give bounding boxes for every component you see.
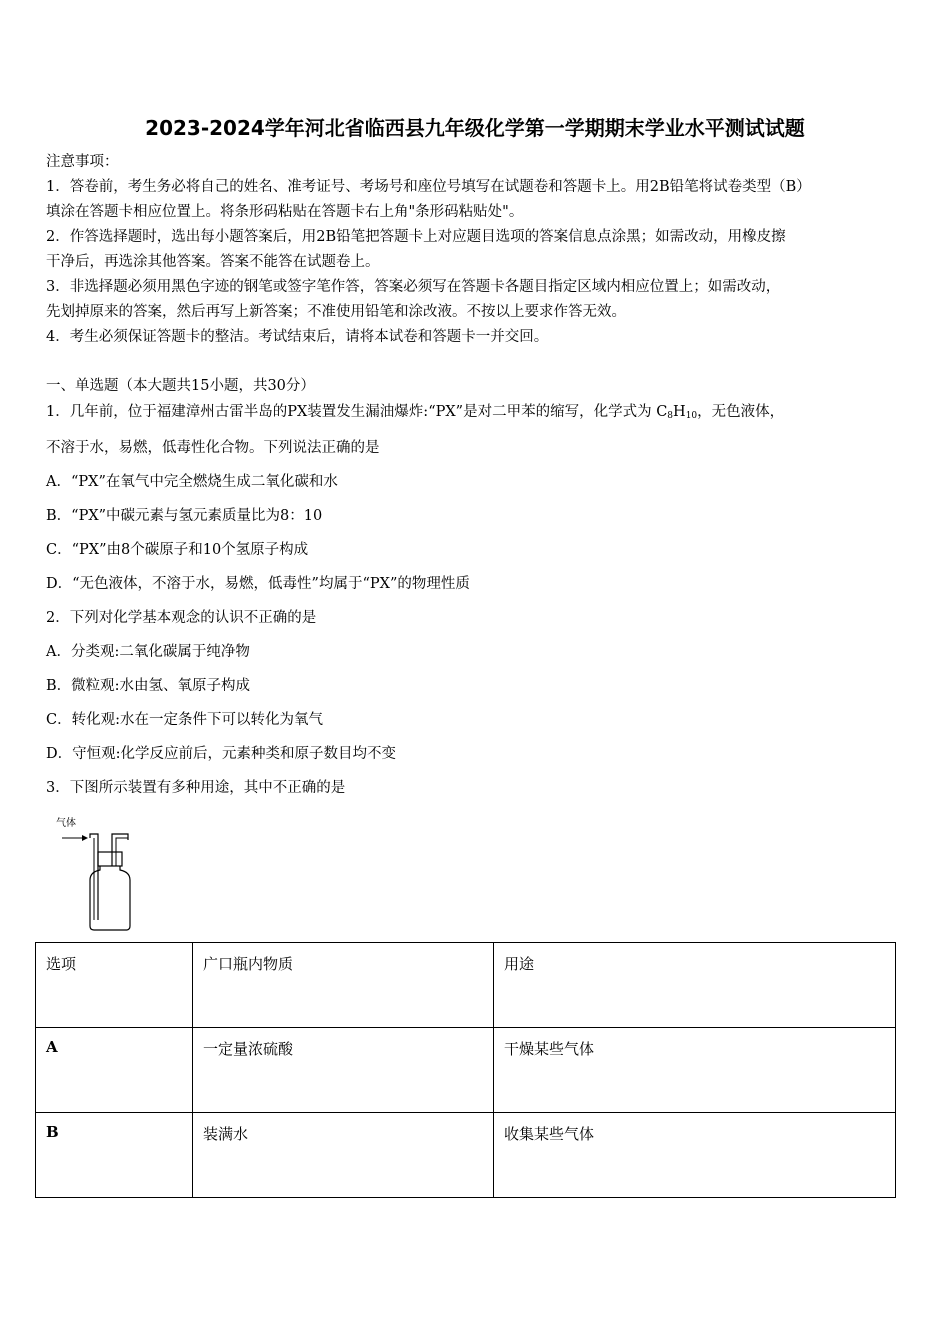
- q3-stem: 3．下图所示装置有多种用途，其中不正确的是: [46, 780, 346, 796]
- notice-line: 4．考生必须保证答题卡的整洁。考试结束后，请将本试卷和答题卡一并交回。: [46, 329, 549, 345]
- table-header-row: [36, 943, 896, 1028]
- bottle-body: [90, 866, 130, 930]
- section-heading: 一、单选题（本大题共15小题，共30分）: [46, 378, 315, 394]
- table-header-cell: 选项: [36, 943, 193, 1028]
- outlet-tube: [112, 834, 128, 866]
- q2-option: A．分类观:二氧化碳属于纯净物: [46, 644, 250, 660]
- table-cell: 干燥某些气体: [494, 1028, 896, 1113]
- q1-stem-line2: 不溶于水，易燃，低毒性化合物。下列说法正确的是: [46, 440, 380, 456]
- q1-option: C．“PX”由8个碳原子和10个氢原子构成: [46, 542, 309, 558]
- notice-line: 2．作答选择题时，选出每小题答案后，用2B铅笔把答题卡上对应题目选项的答案信息点涂黑；如需改动，用橡皮擦: [46, 229, 786, 245]
- table-row: [36, 1028, 896, 1113]
- table-header-cell: 用途: [494, 943, 896, 1028]
- q1-formula-sub: 8: [667, 411, 674, 421]
- q1-formula-sub: 10: [685, 411, 698, 421]
- q1-stem-part2: ，无色液体，: [697, 404, 785, 420]
- notice-line: 先划掉原来的答案，然后再写上新答案；不准使用铅笔和涂改液。不按以上要求作答无效。: [46, 304, 626, 320]
- gas-label: 气体: [56, 818, 76, 829]
- table-cell: B: [36, 1113, 193, 1198]
- q1-formula-h: H: [673, 404, 686, 420]
- notice-line: 填涂在答题卡相应位置上。将条形码粘贴在答题卡右上角"条形码粘贴处"。: [46, 204, 524, 220]
- table-cell: A: [36, 1028, 193, 1113]
- gas-bottle-figure: [54, 814, 136, 932]
- q1-option: D．“无色液体，不溶于水，易燃，低毒性”均属于“PX”的物理性质: [46, 576, 470, 592]
- q2-option: D．守恒观:化学反应前后，元素种类和原子数目均不变: [46, 746, 397, 762]
- page-title: 2023-2024学年河北省临西县九年级化学第一学期期末学业水平测试试题: [145, 116, 805, 140]
- notice-line: 3．非选择题必须用黑色字迹的钢笔或签字笔作答，答案必须写在答题卡各题目指定区域内相应位置上；如需改动，: [46, 279, 781, 295]
- table-header-cell: 广口瓶内物质: [193, 943, 494, 1028]
- notice-heading: 注意事项：: [46, 154, 119, 170]
- q1-option: A．“PX”在氧气中完全燃烧生成二氧化碳和水: [46, 474, 338, 490]
- q2-option: C．转化观:水在一定条件下可以转化为氧气: [46, 712, 323, 728]
- notice-line: 1．答卷前，考生务必将自己的姓名、准考证号、考场号和座位号填写在试题卷和答题卡上。用2B铅笔将试卷类型（B）: [46, 179, 811, 195]
- bottle-stopper: [98, 852, 122, 866]
- table-cell: 收集某些气体: [494, 1113, 896, 1198]
- q2-stem: 2．下列对化学基本观念的认识不正确的是: [46, 610, 317, 626]
- q1-option: B．“PX”中碳元素与氢元素质量比为8：10: [46, 508, 323, 524]
- q2-option: B．微粒观:水由氢、氧原子构成: [46, 678, 251, 694]
- table-cell: 一定量浓硫酸: [193, 1028, 494, 1113]
- gas-arrow-head: [82, 835, 88, 841]
- options-table: [35, 942, 896, 1198]
- q1-stem-part1: 1．几年前，位于福建漳州古雷半岛的PX装置发生漏油爆炸:“PX”是对二甲苯的缩写，化学式为 C: [46, 404, 668, 420]
- q1-stem: [46, 402, 784, 426]
- table-row: [36, 1113, 896, 1198]
- notice-line: 干净后，再选涂其他答案。答案不能答在试题卷上。: [46, 254, 380, 270]
- table-cell: 装满水: [193, 1113, 494, 1198]
